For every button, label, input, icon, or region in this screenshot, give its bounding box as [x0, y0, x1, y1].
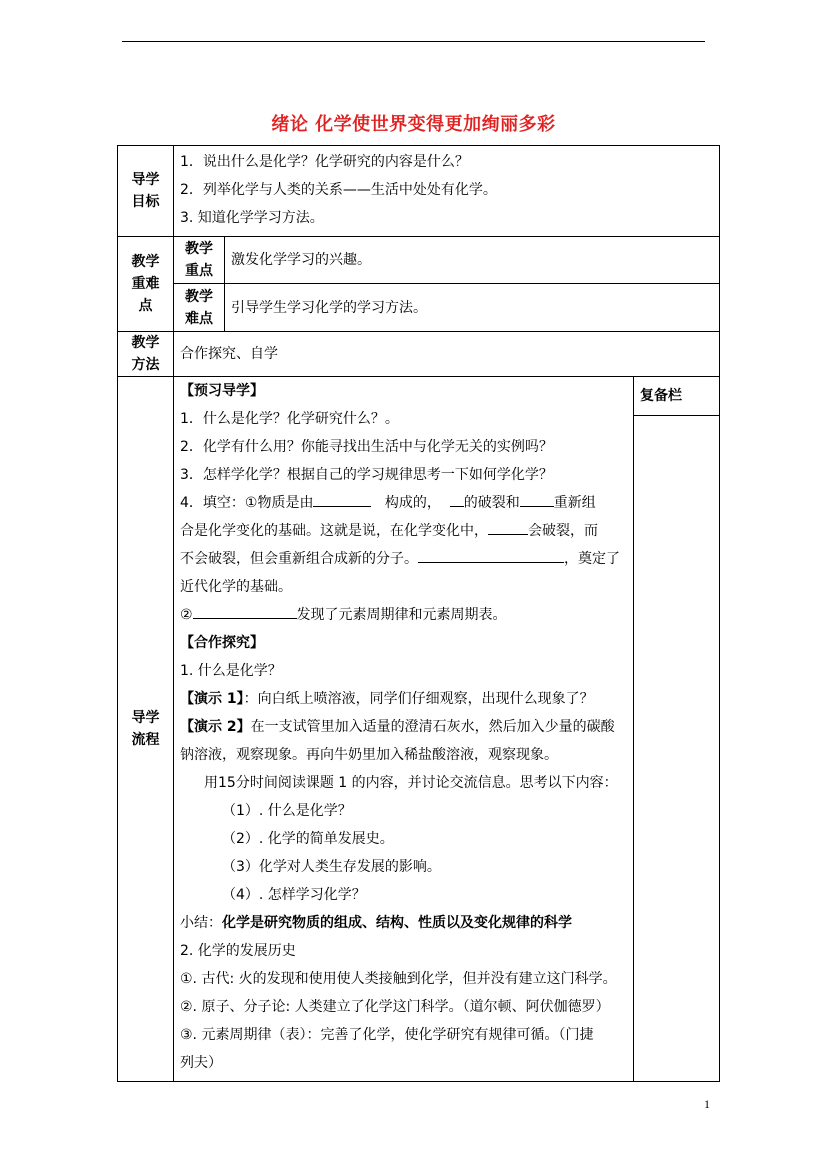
fill-blank-line: 近代化学的基础。	[180, 579, 292, 595]
demo-2: 【演示 2】在一支试管里加入适量的澄清石灰水，然后加入少量的碳酸	[180, 719, 615, 735]
think-item: （2）. 化学的简单发展史。	[222, 831, 394, 847]
demo-1: 【演示 1】：向白纸上喷溶液，同学们仔细观察，出现什么现象了？	[180, 691, 594, 707]
method-content: 合作探究、自学	[174, 332, 720, 377]
history-item: ②. 原子、分子论: 人类建立了化学这门科学。（道尔顿、阿伏伽德罗）	[180, 999, 610, 1015]
process-label: 导学流程	[118, 377, 174, 1082]
preview-question: 1．什么是化学？化学研究什么？。	[180, 411, 399, 427]
lesson-plan-table	[117, 145, 720, 1082]
fill-blank[interactable]	[313, 490, 371, 507]
goal-item: 1．说出什么是化学？化学研究的内容是什么？	[180, 154, 469, 170]
process-content	[174, 377, 634, 1082]
key-point-content: 激发化学学习的兴趣。	[225, 237, 720, 284]
difficult-point-content: 引导学生学习化学的学习方法。	[225, 284, 720, 332]
reading-task: 用15分时间阅读课题 1 的内容，并讨论交流信息。思考以下内容：	[204, 775, 618, 791]
fill-blank-line: 合是化学变化的基础。这就是说，在化学变化中， 会破裂，而	[180, 517, 627, 545]
goals-label: 导学目标	[118, 146, 174, 237]
think-item: （1）. 什么是化学？	[222, 803, 352, 819]
review-column-header: 复备栏	[634, 377, 719, 416]
fill-blank[interactable]	[418, 546, 564, 563]
explore-question: 1. 什么是化学？	[180, 663, 282, 679]
difficult-point-label: 教学难点	[174, 284, 225, 332]
preview-heading: 【预习导学】	[180, 383, 264, 399]
fill-blank[interactable]	[193, 602, 297, 619]
header-rule	[122, 41, 705, 42]
fill-blank-line: 4．填空：①物质是由 构成的， 的破裂和 重新组	[180, 489, 627, 517]
demo-2-cont: 钠溶液，观察现象。再向牛奶里加入稀盐酸溶液，观察现象。	[180, 747, 558, 763]
goals-content	[174, 146, 720, 237]
page-title: 绪论 化学使世界变得更加绚丽多彩	[271, 114, 556, 135]
fill-blank-line: ② 发现了元素周期律和元素周期表。	[180, 601, 627, 629]
history-heading: 2. 化学的发展历史	[180, 943, 296, 959]
goal-item: 3. 知道化学学习方法。	[180, 210, 324, 226]
review-column	[634, 377, 720, 1082]
method-label: 教学方法	[118, 332, 174, 377]
explore-heading: 【合作探究】	[180, 635, 264, 651]
key-point-label: 教学重点	[174, 237, 225, 284]
history-item: ①. 古代: 火的发现和使用使人类接触到化学，但并没有建立这门科学。	[180, 971, 617, 987]
page-number: 1	[704, 1097, 710, 1111]
summary: 小结：化学是研究物质的组成、结构、性质以及变化规律的科学	[180, 915, 572, 931]
goal-item: 2．列举化学与人类的关系——生活中处处有化学。	[180, 182, 497, 198]
fill-blank[interactable]	[520, 490, 554, 507]
preview-question: 3．怎样学化学？根据自己的学习规律思考一下如何学化学？	[180, 467, 553, 483]
history-item-cont: 列夫）	[180, 1055, 222, 1071]
fill-blank[interactable]	[488, 518, 528, 535]
fill-blank[interactable]	[450, 490, 464, 507]
history-item: ③. 元素周期律（表）：完善了化学，使化学研究有规律可循。（门捷	[180, 1027, 594, 1043]
think-item: （3）化学对人类生存发展的影响。	[222, 859, 441, 875]
think-item: （4）. 怎样学习化学？	[222, 887, 366, 903]
preview-question: 2．化学有什么用？你能寻找出生活中与化学无关的实例吗？	[180, 439, 553, 455]
key-difficult-label: 教学重难点	[118, 237, 174, 332]
fill-blank-line: 不会破裂，但会重新组合成新的分子。 ，奠定了	[180, 545, 627, 573]
